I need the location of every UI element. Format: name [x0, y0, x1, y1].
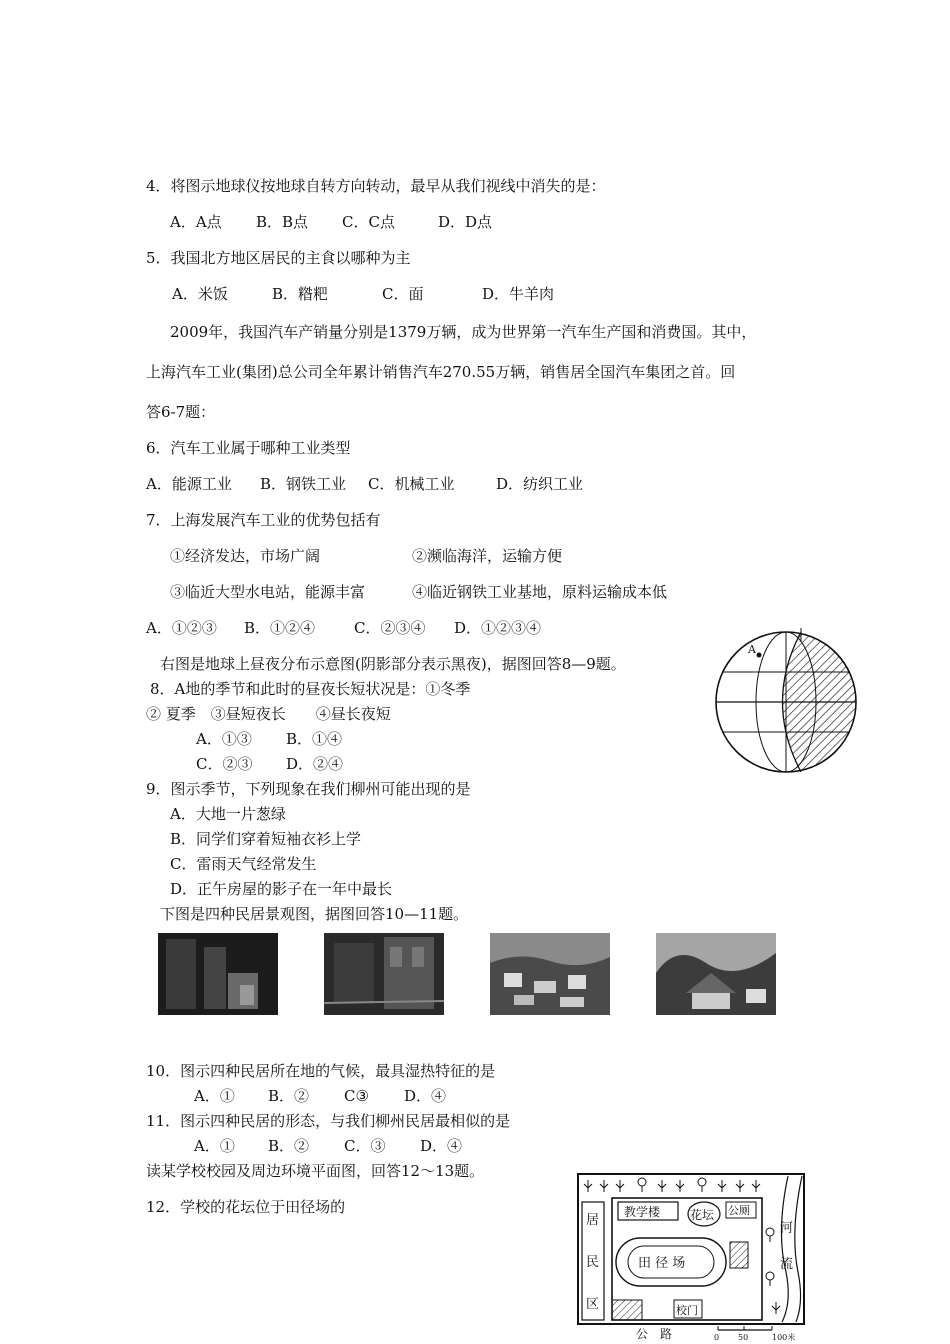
q9-option-d: D．正午房屋的影子在一年中最长: [170, 880, 393, 898]
q10-option-c: C③: [344, 1087, 369, 1105]
q7-option-b: B．①②④: [244, 619, 316, 637]
q11-option-b: B．②: [268, 1137, 310, 1155]
q7-item-4: ④临近钢铁工业基地，原料运输成本低: [412, 583, 668, 601]
residential-char-1: 居: [586, 1213, 600, 1228]
q6-option-c: C．机械工业: [368, 475, 455, 493]
intro-10-11: 下图是四种民居景观图，据图回答10—11题。: [160, 905, 469, 923]
q8-stem-2: ② 夏季 ③昼短夜长 ④昼长夜短: [146, 705, 391, 723]
q4-option-c: C．C点: [342, 213, 395, 231]
q11-option-c: C．③: [344, 1137, 386, 1155]
q9-option-b: B．同学们穿着短袖衣衫上学: [170, 830, 362, 848]
q4-option-b: B．B点: [256, 213, 309, 231]
intro-8-9: 右图是地球上昼夜分布示意图(阴影部分表示黑夜)，据图回答8—9题。: [160, 655, 626, 673]
q8-option-b: B．①④: [286, 730, 343, 748]
q7-option-a: A．①②③: [146, 619, 217, 637]
passage-line-1: 2009年，我国汽车产销量分别是1379万辆，成为世界第一汽车生产国和消费国。其中，: [170, 323, 757, 341]
scale-100: 100米: [772, 1333, 796, 1342]
q11-option-a: A．①: [194, 1137, 235, 1155]
q7-item-2: ②濒临海洋，运输方便: [412, 547, 563, 565]
campus-map-figure: [576, 1172, 806, 1342]
q5-option-c: C．面: [382, 285, 424, 303]
scale-50: 50: [738, 1333, 749, 1342]
residential-char-2: 民: [586, 1255, 600, 1270]
point-a-marker: [757, 653, 762, 658]
q5-stem: 5．我国北方地区居民的主食以哪种为主: [146, 249, 411, 267]
q12-stem: 12．学校的花坛位于田径场的: [146, 1198, 346, 1216]
dwelling-photo-3: [490, 933, 610, 1015]
q10-option-a: A．①: [194, 1087, 235, 1105]
q8-option-d: D．②④: [286, 755, 344, 773]
dwelling-photo-1: [158, 933, 278, 1015]
q4-option-d: D．D点: [438, 213, 493, 231]
q6-option-a: A．能源工业: [146, 475, 232, 493]
q10-stem: 10．图示四种民居所在地的气候，最具湿热特征的是: [146, 1062, 496, 1080]
q11-option-d: D．④: [420, 1137, 463, 1155]
q11-stem: 11．图示四种民居的形态，与我们柳州民居最相似的是: [146, 1112, 511, 1130]
day-night-globe-figure: [706, 628, 864, 778]
flower-bed-label: 花坛: [690, 1208, 715, 1222]
q7-item-1: ①经济发达，市场广阔: [170, 547, 321, 565]
river-char-1: 河: [780, 1221, 794, 1236]
q7-item-3: ③临近大型水电站，能源丰富: [170, 583, 366, 601]
residential-char-3: 区: [586, 1297, 600, 1312]
q6-option-b: B．钢铁工业: [260, 475, 347, 493]
q10-option-b: B．②: [268, 1087, 310, 1105]
q9-stem: 9．图示季节，下列现象在我们柳州可能出现的是: [146, 780, 471, 798]
q7-option-d: D．①②③④: [454, 619, 542, 637]
road-label: 公 路: [636, 1327, 673, 1341]
intro-12-13: 读某学校校园及周边环境平面图，回答12～13题。: [146, 1162, 485, 1180]
q4-stem: 4．将图示地球仪按地球自转方向转动，最早从我们视线中消失的是：: [146, 177, 606, 195]
toilet-label: 公厕: [728, 1204, 750, 1217]
q7-option-c: C．②③④: [354, 619, 426, 637]
passage-line-3: 答6-7题：: [146, 403, 216, 421]
q8-stem: 8．A地的季节和此时的昼夜长短状况是：①冬季: [150, 680, 471, 698]
q10-option-d: D．④: [404, 1087, 447, 1105]
q8-option-a: A．①③: [196, 730, 252, 748]
q9-option-c: C．雷雨天气经常发生: [170, 855, 317, 873]
dwelling-photo-4: [656, 933, 776, 1015]
q8-option-c: C．②③: [196, 755, 253, 773]
teaching-building-label: 教学楼: [624, 1205, 661, 1219]
gate-label: 校门: [676, 1304, 698, 1317]
point-a-label: A: [748, 643, 756, 656]
q9-option-a: A．大地一片葱绿: [170, 805, 286, 823]
river-char-2: 流: [780, 1257, 794, 1272]
q5-option-b: B．糌粑: [272, 285, 329, 303]
q5-option-a: A．米饭: [172, 285, 228, 303]
q6-option-d: D．纺织工业: [496, 475, 584, 493]
track-field-label: 田 径 场: [638, 1256, 686, 1271]
q7-stem: 7．上海发展汽车工业的优势包括有: [146, 511, 381, 529]
scale-0: 0: [714, 1333, 720, 1342]
passage-line-2: 上海汽车工业(集团)总公司全年累计销售汽车270.55万辆，销售居全国汽车集团之首。回: [146, 363, 736, 381]
dwelling-photo-2: [324, 933, 444, 1015]
q4-option-a: A．A点: [170, 213, 222, 231]
q6-stem: 6．汽车工业属于哪种工业类型: [146, 439, 351, 457]
q5-option-d: D．牛羊肉: [482, 285, 555, 303]
